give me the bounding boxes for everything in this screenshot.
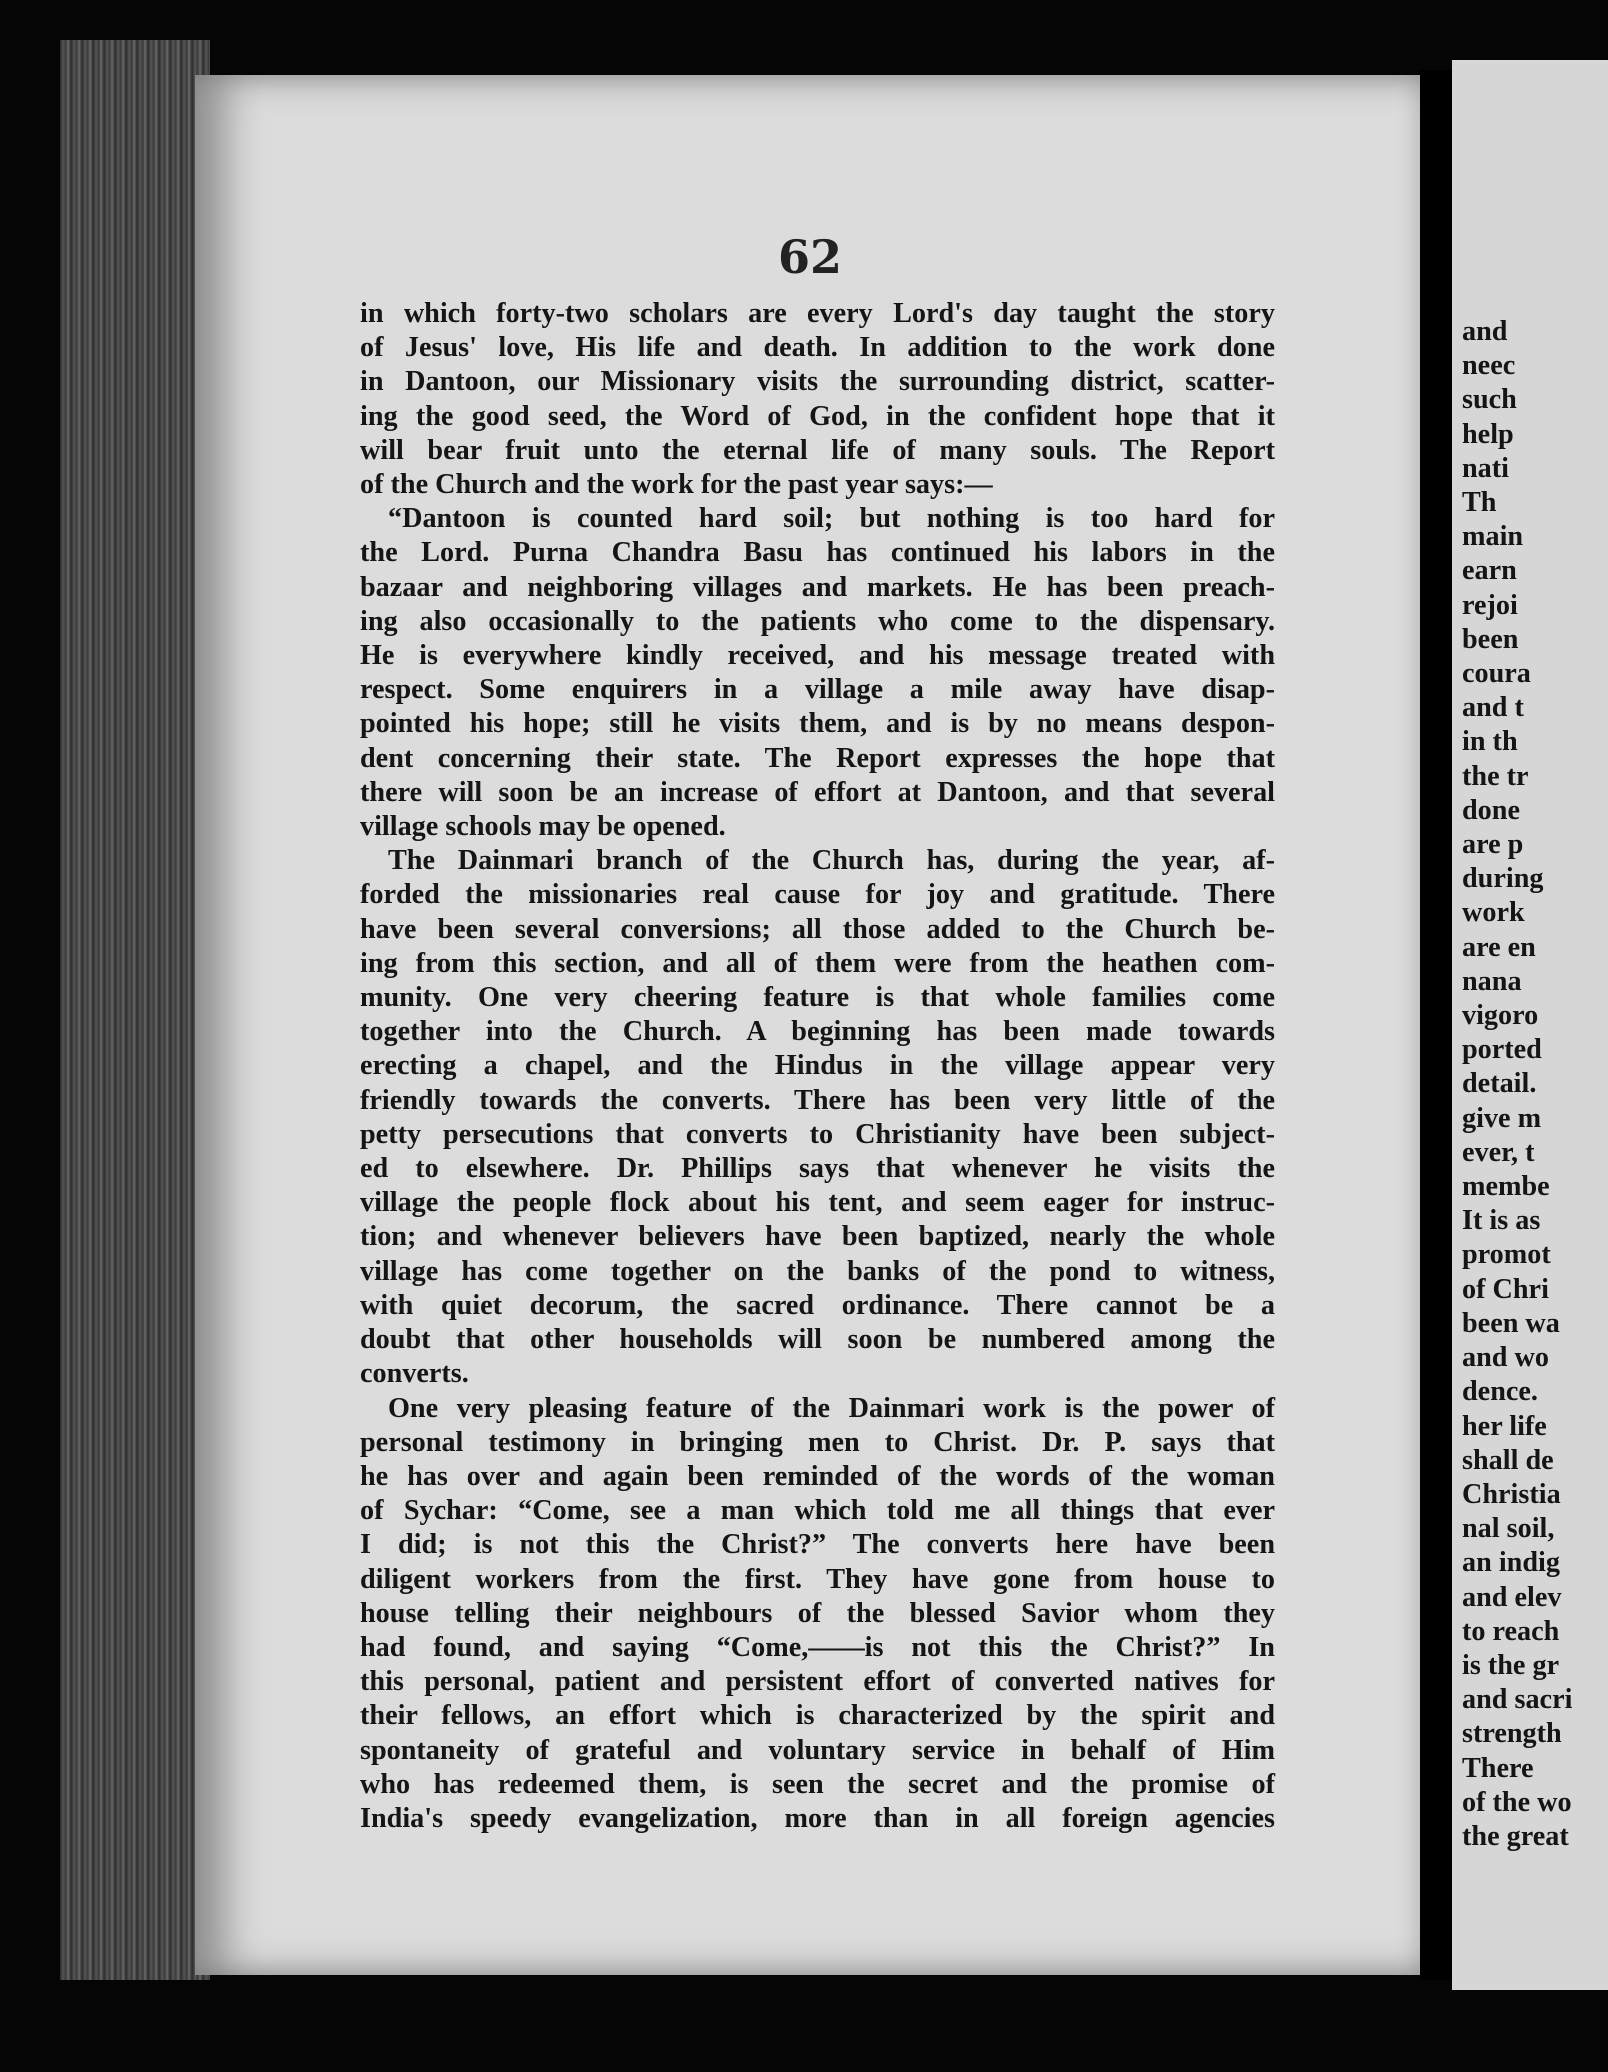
text-line: the Lord. Purna Chandra Basu has continued his labors in the (360, 537, 1275, 569)
text-line: had found, and saying “Come,——is not this the Christ?” In (360, 1631, 1275, 1663)
text-line: shall de (1462, 1444, 1554, 1476)
text-line: dence. (1462, 1376, 1538, 1408)
text-line: He is everywhere kindly received, and his message treated with (360, 640, 1275, 672)
text-line: together into the Church. A beginning has been made towards (360, 1016, 1275, 1048)
text-line: earn (1462, 555, 1517, 587)
text-line: strength (1462, 1718, 1562, 1750)
text-line: the tr (1462, 760, 1529, 792)
text-line: spontaneity of grateful and voluntary service in behalf of Him (360, 1734, 1275, 1766)
left-page (195, 75, 1425, 1975)
right-page-text (1462, 315, 1608, 1854)
text-line: rejoi (1462, 589, 1518, 621)
text-line: during (1462, 863, 1544, 895)
text-line: main (1462, 521, 1524, 553)
text-line: is the gr (1462, 1649, 1560, 1681)
text-line: Christia (1462, 1478, 1561, 1510)
text-line: munity. One very cheering feature is that whole families come (360, 982, 1275, 1014)
text-line: coura (1462, 658, 1531, 690)
text-line: he has over and again been reminded of the words of the woman (360, 1460, 1275, 1492)
text-line: are p (1462, 829, 1524, 861)
text-line: converts. (360, 1358, 469, 1390)
text-line: such (1462, 384, 1517, 416)
text-line: will bear fruit unto the eternal life of many souls. The Report (360, 434, 1275, 466)
text-line: have been several conversions; all those added to the Church be- (360, 913, 1275, 945)
text-line: It is as (1462, 1205, 1541, 1237)
page-text (360, 297, 1275, 1836)
text-line: of the wo (1462, 1786, 1572, 1818)
text-line: give m (1462, 1102, 1542, 1134)
text-line: been wa (1462, 1307, 1560, 1339)
text-line: ported (1462, 1034, 1542, 1066)
text-line: of Sychar: “Come, see a man which told me all things that ever (360, 1495, 1275, 1527)
text-line: ing also occasionally to the patients who come to the dispensary. (360, 605, 1275, 637)
text-line: bazaar and neighboring villages and markets. He has been preach- (360, 571, 1275, 603)
text-line: and elev (1462, 1581, 1562, 1613)
text-line: and t (1462, 692, 1524, 724)
text-line: been (1462, 623, 1519, 655)
text-line: neec (1462, 350, 1516, 382)
text-line: respect. Some enquirers in a village a mile away have disap- (360, 674, 1275, 706)
text-line: ed to elsewhere. Dr. Phillips says that whenever he visits the (360, 1153, 1275, 1185)
text-line: her life (1462, 1410, 1547, 1442)
text-line: doubt that other households will soon be numbered among the (360, 1324, 1275, 1356)
text-line: promot (1462, 1239, 1551, 1271)
text-line: membe (1462, 1171, 1550, 1203)
text-line: ever, t (1462, 1136, 1535, 1168)
text-line: of Jesus' love, His life and death. In addition to the work done (360, 332, 1275, 364)
text-line: the great (1462, 1820, 1569, 1852)
book-edge (60, 40, 210, 1980)
text-line: petty persecutions that converts to Christianity have been subject- (360, 1118, 1275, 1150)
text-line: are en (1462, 931, 1536, 963)
text-line: diligent workers from the first. They have gone from house to (360, 1563, 1275, 1595)
text-line: village has come together on the banks of the pond to witness, (360, 1255, 1275, 1287)
text-line: One very pleasing feature of the Dainmari work is the power of (388, 1392, 1275, 1424)
text-line: nati (1462, 452, 1509, 484)
text-line: village schools may be opened. (360, 811, 726, 843)
text-line: this personal, patient and persistent effort of converted natives for (360, 1666, 1275, 1698)
text-line: in which forty-two scholars are every Lord's day taught the story (360, 298, 1275, 329)
text-line: nal soil, (1462, 1513, 1555, 1545)
right-page (1452, 60, 1608, 1990)
text-line: nana (1462, 965, 1522, 997)
text-line: work (1462, 897, 1525, 929)
text-line: with quiet decorum, the sacred ordinance. There cannot be a (360, 1289, 1275, 1321)
text-line: India's speedy evangelization, more than in all foreign agencies (360, 1802, 1275, 1834)
text-line: of the Church and the work for the past year says:— (360, 469, 993, 501)
text-line: done (1462, 794, 1520, 826)
text-line: friendly towards the converts. There has been very little of the (360, 1084, 1275, 1116)
text-line: There (1462, 1752, 1534, 1784)
text-line: house telling their neighbours of the blessed Savior whom they (360, 1597, 1275, 1629)
book-gutter (1420, 70, 1452, 1980)
text-line: in Dantoon, our Missionary visits the surrounding district, scatter- (360, 366, 1275, 398)
text-line: and (1462, 316, 1508, 347)
text-line: and sacri (1462, 1684, 1573, 1716)
text-line: detail. (1462, 1068, 1537, 1100)
text-line: ing from this section, and all of them were from the heathen com- (360, 947, 1275, 979)
text-line: in th (1462, 726, 1518, 758)
text-line: personal testimony in bringing men to Christ. Dr. P. says that (360, 1426, 1275, 1458)
text-line: pointed his hope; still he visits them, and is by no means despon- (360, 708, 1275, 740)
text-line: of Chri (1462, 1273, 1549, 1305)
text-line: to reach (1462, 1615, 1560, 1647)
text-line: tion; and whenever believers have been baptized, nearly the whole (360, 1221, 1275, 1253)
text-line: there will soon be an increase of effort at Dantoon, and that several (360, 776, 1275, 808)
text-line: who has redeemed them, is seen the secret and the promise of (360, 1768, 1275, 1800)
text-line: vigoro (1462, 1000, 1539, 1032)
text-line: Th (1462, 487, 1497, 519)
text-line: and wo (1462, 1342, 1549, 1374)
text-line: dent concerning their state. The Report expresses the hope that (360, 742, 1275, 774)
text-line: The Dainmari branch of the Church has, during the year, af- (388, 845, 1275, 877)
text-line: village the people flock about his tent, and seem eager for instruc- (360, 1187, 1275, 1219)
text-line: help (1462, 418, 1514, 450)
text-line: erecting a chapel, and the Hindus in the village appear very (360, 1050, 1275, 1082)
text-line: forded the missionaries real cause for joy and gratitude. There (360, 879, 1275, 911)
text-line: their fellows, an effort which is characterized by the spirit and (360, 1700, 1275, 1732)
text-line: an indig (1462, 1547, 1560, 1579)
text-line: I did; is not this the Christ?” The converts here have been (360, 1529, 1275, 1561)
text-line: “Dantoon is counted hard soil; but nothing is too hard for (388, 503, 1275, 535)
text-line: ing the good seed, the Word of God, in the confident hope that it (360, 400, 1275, 432)
page-number: 62 (777, 230, 842, 284)
